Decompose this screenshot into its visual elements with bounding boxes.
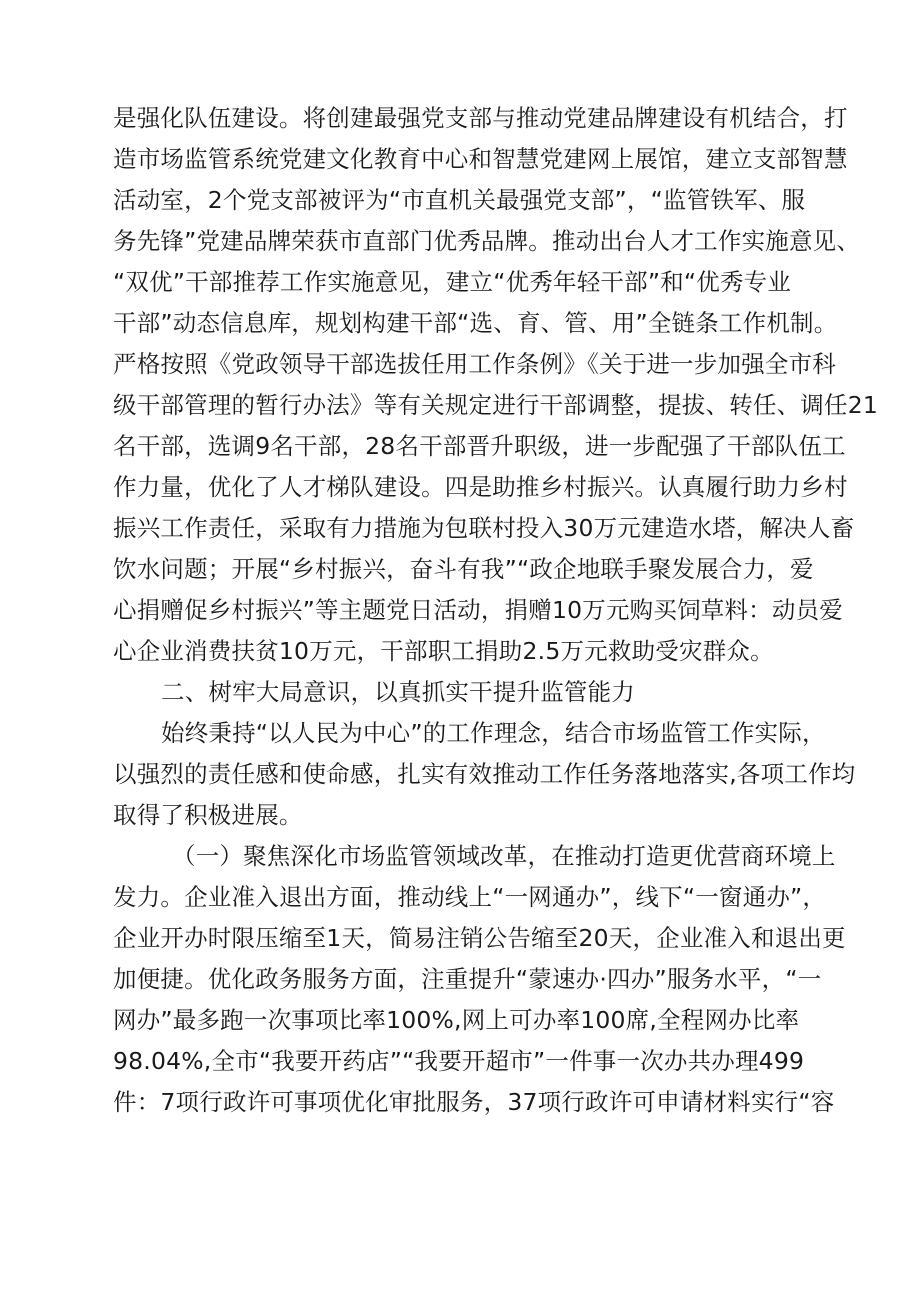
text-line: “双优”干部推荐工作实施意见，建立“优秀年轻干部”和“优秀专业 bbox=[113, 268, 792, 296]
text-line: 加便捷。优化政务服务方面，注重提升“蒙速办·四办”服务水平，“一 bbox=[113, 965, 822, 993]
text-line: 造市场监管系统党建文化教育中心和智慧党建网上展馆，建立支部智慧 bbox=[113, 145, 848, 173]
text-line: 件：7项行政许可事项优化审批服务，37项行政许可申请材料实行“容 bbox=[113, 1088, 835, 1116]
text-line: 心企业消费扶贫10万元，干部职工捐助2.5万元救助受灾群众。 bbox=[113, 637, 774, 665]
text-line: 心捐赠促乡村振兴”等主题党日活动，捐赠10万元购买饲草料：动员爱 bbox=[113, 596, 843, 624]
text-line: 干部”动态信息库，规划构建干部“选、育、管、用”全链条工作机制。 bbox=[113, 309, 838, 337]
text-line: 级干部管理的暂行办法》等有关规定进行干部调整，提拔、转任、调任21 bbox=[113, 391, 879, 419]
text-line: 发力。企业准入退出方面，推动线上“一网通办”，线下“一窗通办”， bbox=[113, 883, 827, 911]
text-line: 务先锋”党建品牌荣获市直部门优秀品牌。推动出台人才工作实施意见、 bbox=[113, 227, 861, 255]
text-line: 是强化队伍建设。将创建最强党支部与推动党建品牌建设有机结合，打 bbox=[113, 104, 848, 132]
text-line: 98.04%,全市“我要开药店”“我要开超市”一件事一次办共办理499 bbox=[113, 1047, 805, 1075]
section-heading: 二、树牢大局意识，以真抓实干提升监管能力 bbox=[161, 678, 635, 706]
text-line: 严格按照《党政领导干部选拔任用工作条例》《关于进一步加强全市科 bbox=[113, 350, 836, 378]
text-line: 名干部，选调9名干部，28名干部晋升职级，进一步配强了干部队伍工 bbox=[113, 432, 846, 460]
text-line: 企业开办时限压缩至1天，简易注销公告缩至20天，企业准入和退出更 bbox=[113, 924, 846, 952]
text-line: 以强烈的责任感和使命感，扎实有效推动工作任务落地落实,各项工作均 bbox=[113, 760, 856, 788]
text-line: 饮水问题；开展“乡村振兴，奋斗有我”“政企地联手聚发展合力，爱 bbox=[113, 555, 814, 583]
text-line: 网办”最多跑一次事项比率100%,网上可办率100席,全程网办比率 bbox=[113, 1006, 800, 1034]
text-line: 取得了积极进展。 bbox=[113, 801, 303, 829]
text-line: 始终秉持“以人民为中心”的工作理念，结合市场监管工作实际， bbox=[161, 719, 826, 747]
subsection-heading: （一）聚焦深化市场监管领域改革，在推动打造更优营商环境上 bbox=[172, 842, 836, 870]
text-line: 活动室，2个党支部被评为“市直机关最强党支部”，“监管铁军、服 bbox=[113, 186, 806, 214]
text-line: 作力量，优化了人才梯队建设。四是助推乡村振兴。认真履行助力乡村 bbox=[113, 473, 848, 501]
text-line: 振兴工作责任，采取有力措施为包联村投入30万元建造水塔，解决人畜 bbox=[113, 514, 855, 542]
